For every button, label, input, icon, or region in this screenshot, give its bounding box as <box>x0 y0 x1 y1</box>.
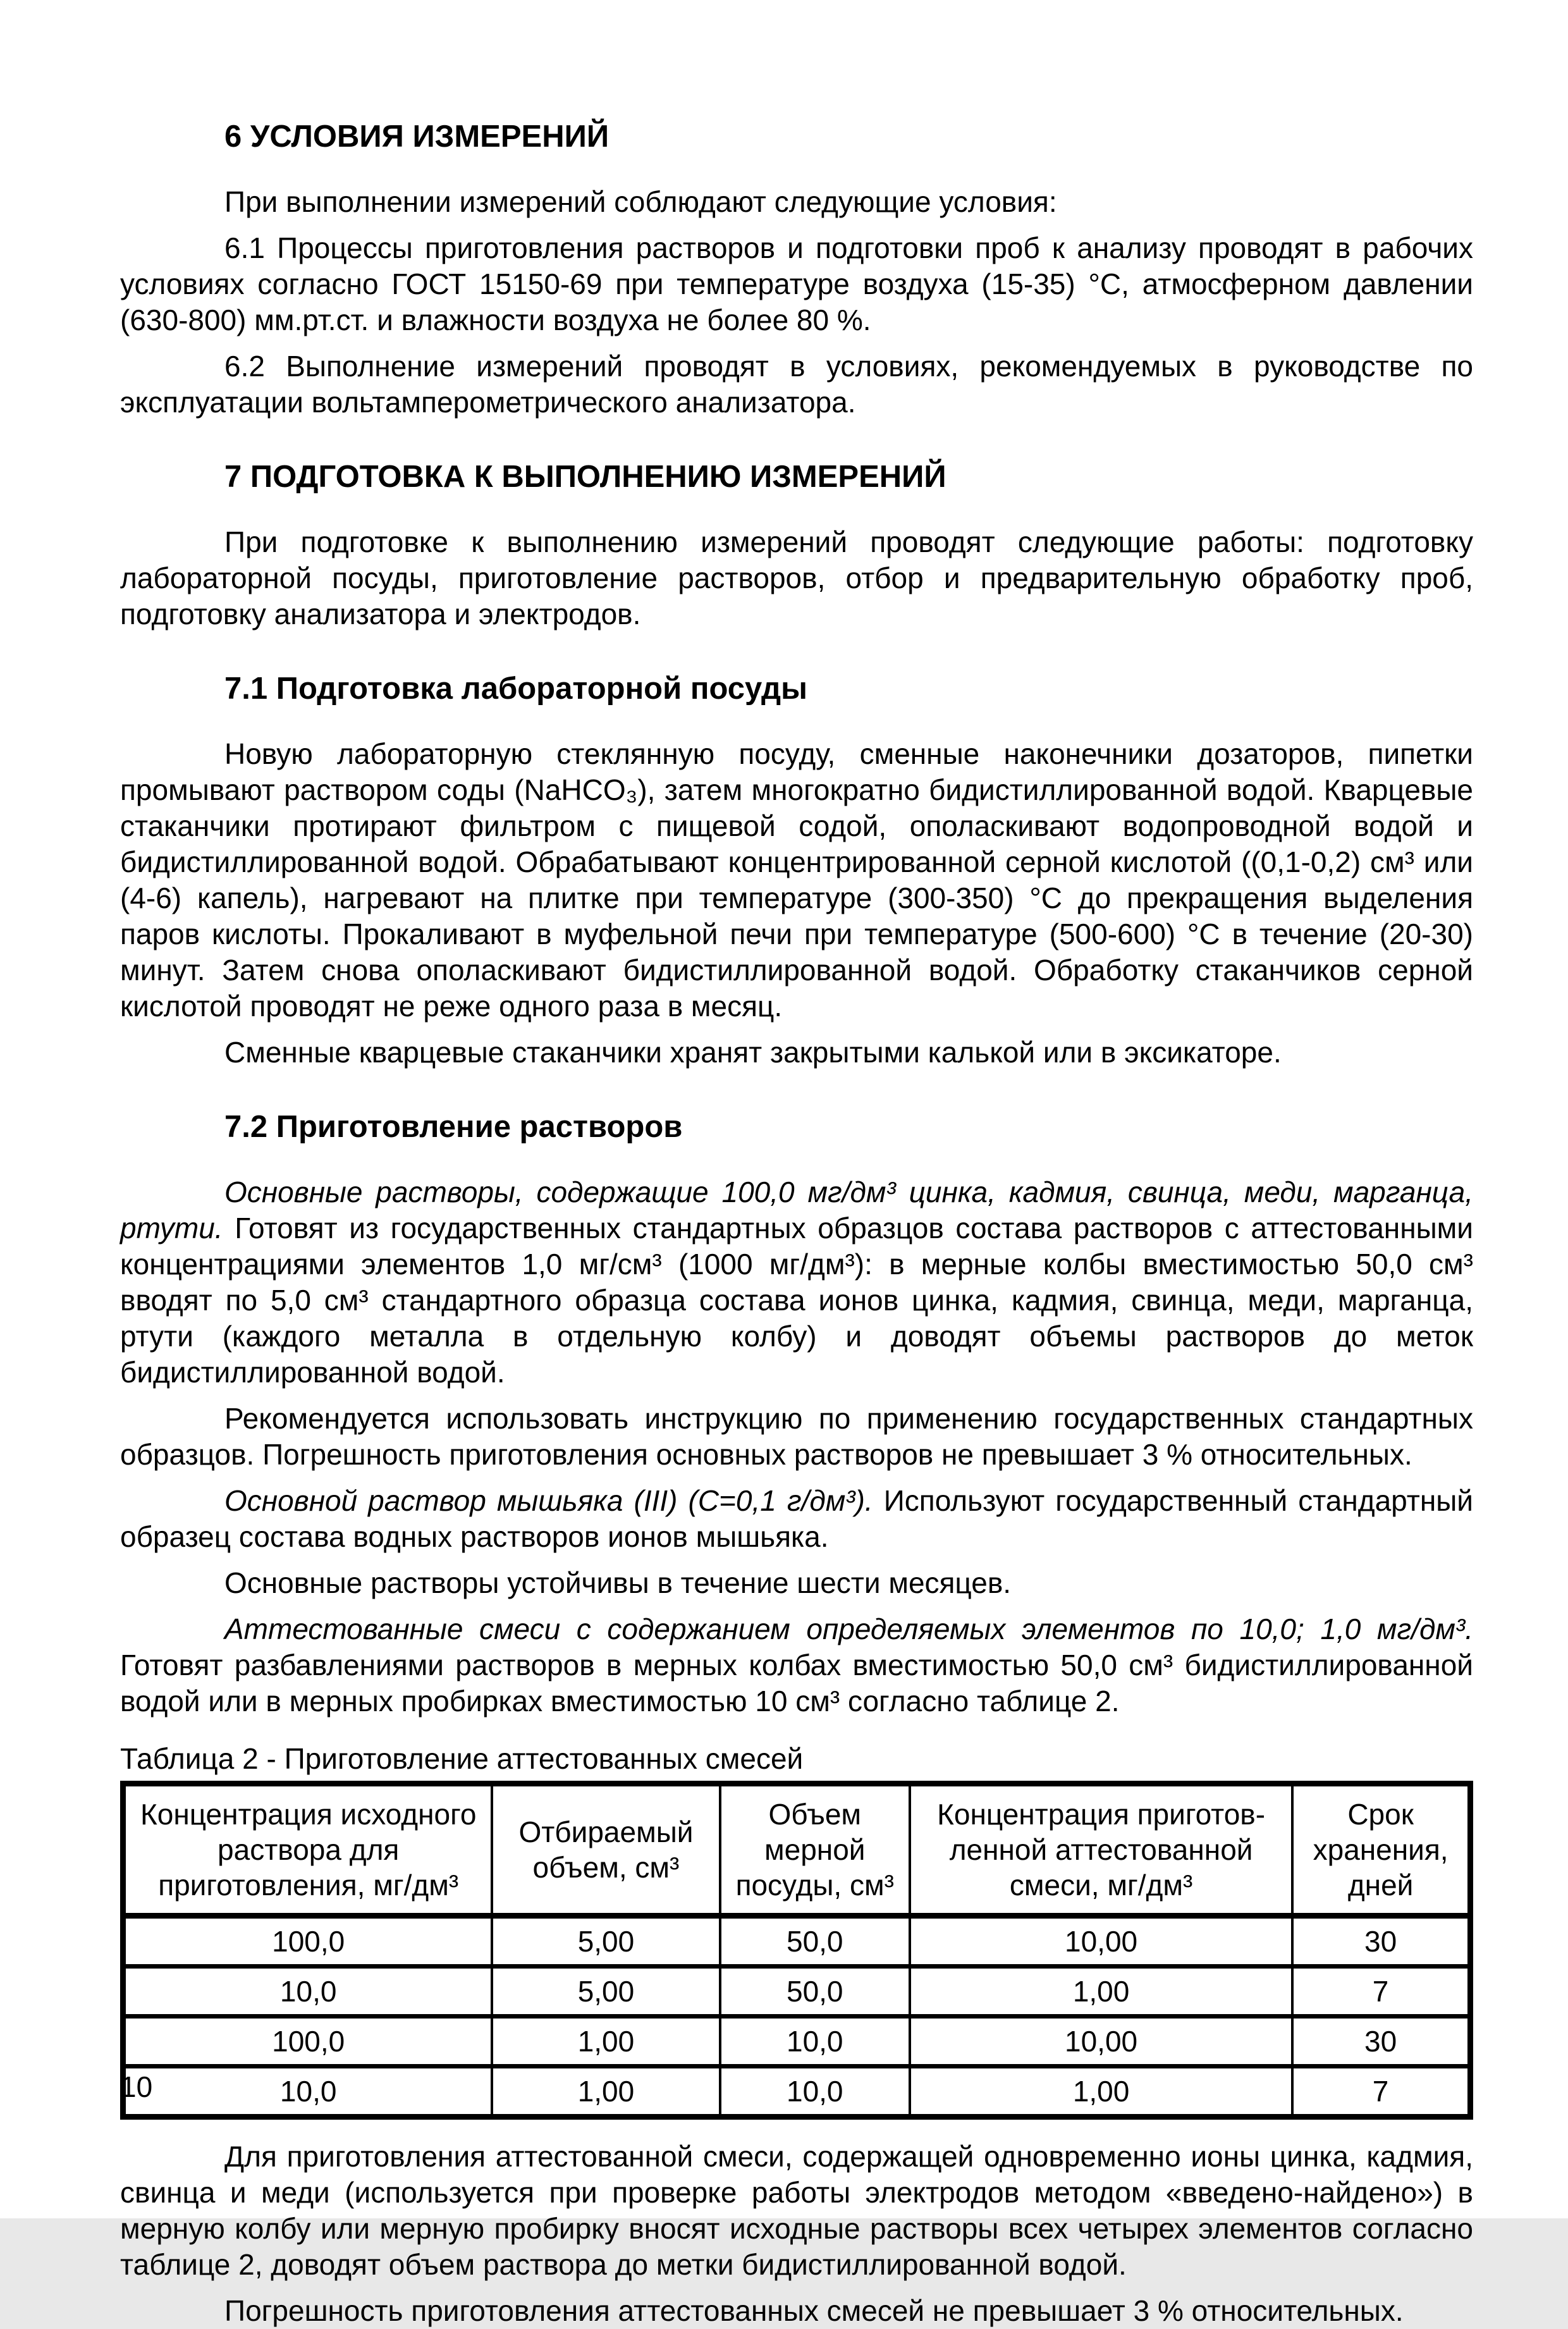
table-cell: 100,0 <box>123 2017 493 2067</box>
section-7-2-heading: 7.2 Приготовление растворов <box>224 1110 683 1144</box>
section-7-2-paragraph-5 <box>120 1611 1473 1719</box>
section-6-heading: 6 УСЛОВИЯ ИЗМЕРЕНИЙ <box>224 120 609 154</box>
table-cell: 50,0 <box>720 1967 910 2017</box>
paragraph-text: Используют государственный стандартный образец состава водных растворов ионов мышьяка. <box>120 1484 1473 1553</box>
section-6-paragraph-3: 6.2 Выполнение измерений проводят в условиях, рекомендуемых в руководстве по эксплуатации вольтамперометрического анализатора. <box>120 350 1473 419</box>
section-7-2-paragraph-6: Для приготовления аттестованной смеси, содержащей одновременно ионы цинка, кадмия, свинца и меди (используется при проверке работы электродов методом «введено-найдено») в мерную колбу или мерную пробирку вносят исходные растворы всех четырех элементов согласно таблице 2, доводят объем раствора до метки бидистиллированной водой. <box>120 2140 1473 2281</box>
section-7-paragraph-1: При подготовке к выполнению измерений проводят следующие работы: подготовку лабораторной посуды, приготовление растворов, отбор и предварительную обработку проб, подготовку анализатора и электродов. <box>120 525 1473 630</box>
section-6-paragraph-2: 6.1 Процессы приготовления растворов и подготовки проб к анализу проводят в рабочих условиях согласно ГОСТ 15150-69 при температуре воздуха (15-35) °С, атмосферном давлении (630-800) мм.рт.ст. и влажности воздуха не более 80 %. <box>120 231 1473 336</box>
section-7-2-paragraph-4: Основные растворы устойчивы в течение шести месяцев. <box>224 1566 1012 1599</box>
page-number: 10 <box>120 2070 153 2103</box>
table-row <box>123 2017 1471 2067</box>
section-6-paragraph-1: При выполнении измерений соблюдают следующие условия: <box>224 185 1057 218</box>
table-cell: 5,00 <box>492 1967 720 2017</box>
table-cell: 10,0 <box>123 2067 493 2117</box>
paragraph-lead-italic: Аттестованные смеси с содержанием определяемых элементов по 10,0; 1,0 мг/дм³. <box>224 1613 1473 1645</box>
table-cell: 1,00 <box>492 2067 720 2117</box>
table-2-header-row <box>123 1784 1471 1916</box>
table-cell: 7 <box>1292 2067 1470 2117</box>
table-cell: 5,00 <box>492 1916 720 1967</box>
section-7-2-paragraph-7: Погрешность приготовления аттестованных смесей не превышает 3 % относительных. <box>224 2294 1404 2327</box>
paragraph-text: Готовят из государственных стандартных образцов состава растворов с аттестованными концентрациями элементов 1,0 мг/см³ (1000 мг/дм³): в мерные колбы вместимостью 50,0 см³ вводят по 5,0 см³ стандартного образца состава ионов цинка, кадмия, свинца, меди, марганца, ртути (каждого металла в отдельную колбу) и доводят объемы растворов до меток бидистиллированной водой. <box>120 1212 1473 1389</box>
section-7-heading: 7 ПОДГОТОВКА К ВЫПОЛНЕНИЮ ИЗМЕРЕНИЙ <box>224 460 946 494</box>
section-7-2-paragraph-3 <box>120 1483 1473 1555</box>
table-header-cell: Концентрация исходного раствора для приготовления, мг/дм³ <box>123 1784 493 1916</box>
paragraph-text: Готовят разбавлениями растворов в мерных колбах вместимостью 50,0 см³ бидистиллированной водой или в мерных пробирках вместимостью 10 см³ согласно таблице 2. <box>120 1649 1473 1718</box>
section-7-1-paragraph-1: Новую лабораторную стеклянную посуду, сменные наконечники дозаторов, пипетки промывают раствором соды (NaHCO₃), затем многократно бидистиллированной водой. Кварцевые стаканчики протирают фильтром с пищевой содой, ополаскивают водопроводной водой и бидистиллированной водой. Обрабатывают концентрированной серной кислотой ((0,1-0,2) см³ или (4-6) капель), нагревают на плитке при температуре (300-350) °С до прекращения выделения паров кислоты. Прокаливают в муфельной печи при температуре (500-600) °С в течение (20-30) минут. Затем снова ополаскивают бидистиллированной водой. Обработку стаканчиков серной кислотой проводят не реже одного раза в месяц. <box>120 737 1473 1023</box>
table-cell: 50,0 <box>720 1916 910 1967</box>
paragraph-lead-italic: Основной раствор мышьяка (III) (С=0,1 г/дм³). <box>224 1484 873 1517</box>
table-row <box>123 2067 1471 2117</box>
table-cell: 1,00 <box>910 2067 1292 2117</box>
table-cell: 10,00 <box>910 1916 1292 1967</box>
table-cell: 100,0 <box>123 1916 493 1967</box>
table-header-cell: Концентрация приготовленной аттестованной смеси, мг/дм³ <box>910 1784 1292 1916</box>
table-cell: 10,00 <box>910 2017 1292 2067</box>
section-7-2-paragraph-1 <box>120 1174 1473 1391</box>
table-header-cell: Объем мерной посуды, см³ <box>720 1784 910 1916</box>
table-cell: 10,0 <box>720 2017 910 2067</box>
section-7-1-paragraph-2: Сменные кварцевые стаканчики хранят закрытыми калькой или в эксикаторе. <box>224 1036 1282 1069</box>
section-7-1-heading: 7.1 Подготовка лабораторной посуды <box>224 672 807 706</box>
table-cell: 30 <box>1292 1916 1470 1967</box>
table-row <box>123 1916 1471 1967</box>
table-cell: 1,00 <box>910 1967 1292 2017</box>
table-cell: 7 <box>1292 1967 1470 2017</box>
table-row <box>123 1967 1471 2017</box>
table-header-cell: Срок хранения, дней <box>1292 1784 1470 1916</box>
paragraph-lead-italic: Основные растворы, содержащие 100,0 мг/дм³ цинка, кадмия, свинца, меди, марганца, ртути. <box>120 1176 1473 1244</box>
table-2-title: Таблица 2 - Приготовление аттестованных смесей <box>120 1742 804 1775</box>
table-2 <box>120 1781 1473 2120</box>
section-7-2-paragraph-2: Рекомендуется использовать инструкцию по применению государственных стандартных образцов. Погрешность приготовления основных растворов не превышает 3 % относительных. <box>120 1402 1473 1471</box>
table-cell: 1,00 <box>492 2017 720 2067</box>
table-cell: 10,0 <box>720 2067 910 2117</box>
table-cell: 10,0 <box>123 1967 493 2017</box>
table-header-cell: Отбираемый объем, см³ <box>492 1784 720 1916</box>
table-cell: 30 <box>1292 2017 1470 2067</box>
